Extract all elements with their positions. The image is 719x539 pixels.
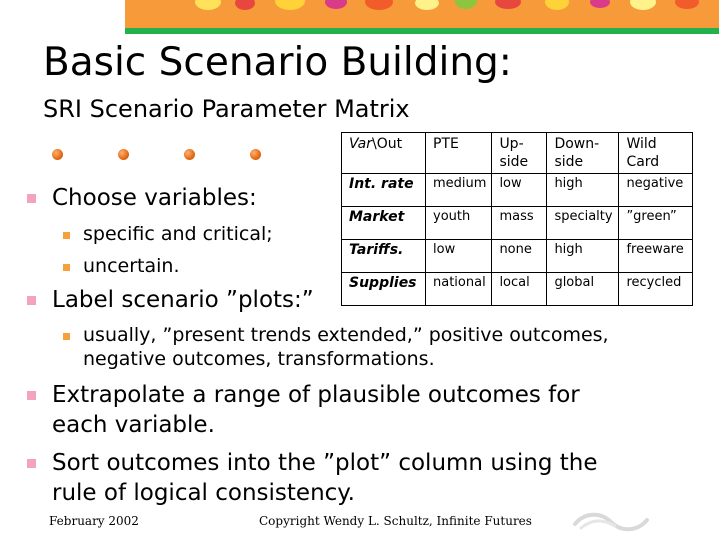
banner-flower-9 (545, 0, 569, 10)
table-cell: none (492, 240, 547, 273)
table-cell: national (426, 273, 492, 306)
table-cell: youth (426, 207, 492, 240)
table-cell: low (492, 174, 547, 207)
table-cell: mass (492, 207, 547, 240)
dot-icon (52, 149, 63, 160)
sub-bullet-plots-line2: negative outcomes, transformations. (83, 348, 435, 370)
bullet-choose-variables: Choose variables: (52, 185, 257, 211)
sub-bullet-square-icon (63, 232, 70, 239)
dot-icon (184, 149, 195, 160)
table-row (342, 240, 693, 273)
header-pte: PTE (426, 133, 492, 174)
header-downside-1: Down- (554, 136, 600, 152)
banner-flower-1 (195, 0, 221, 10)
header-wildcard-1: Wild (626, 136, 657, 152)
row-label: Tariffs. (342, 240, 426, 273)
dot-icon (118, 149, 129, 160)
sub-bullet-uncertain: uncertain. (83, 255, 180, 277)
table-cell: high (547, 174, 619, 207)
slide-subtitle: SRI Scenario Parameter Matrix (43, 95, 410, 123)
row-label: Supplies (342, 273, 426, 306)
bullet-label-plots: Label scenario ”plots:” (52, 287, 314, 313)
bullet-extrapolate-line2: each variable. (52, 412, 215, 438)
banner-left-blank (0, 0, 125, 34)
table-cell: freeware (619, 240, 693, 273)
banner-flower-7 (455, 0, 477, 9)
banner-flower-5 (365, 0, 393, 10)
header-downside-2: side (554, 154, 584, 170)
row-label: Int. rate (342, 174, 426, 207)
banner-green-line (125, 28, 719, 34)
header-downside (547, 133, 619, 174)
corner-var: Var (349, 136, 373, 152)
sub-bullet-specific-critical: specific and critical; (83, 223, 273, 245)
matrix-header-row (342, 133, 693, 174)
table-cell: high (547, 240, 619, 273)
matrix-corner-cell (342, 133, 426, 174)
table-row (342, 273, 693, 306)
table-cell: local (492, 273, 547, 306)
table-cell: ”green” (619, 207, 693, 240)
table-cell: global (547, 273, 619, 306)
sub-bullet-plots-line1: usually, ”present trends extended,” positive outcomes, (83, 324, 609, 346)
table-row (342, 207, 693, 240)
banner-flower-12 (675, 0, 699, 9)
header-wildcard (619, 133, 693, 174)
banner-flower-6 (415, 0, 439, 10)
footer-date: February 2002 (49, 514, 139, 528)
slide-title: Basic Scenario Building: (43, 40, 512, 85)
corner-out: Out (376, 136, 403, 152)
sub-bullet-square-icon (63, 264, 70, 271)
bullet-square-icon (27, 296, 36, 305)
sub-bullet-square-icon (63, 333, 70, 340)
bullet-sort-line2: rule of logical consistency. (52, 480, 355, 506)
infinite-futures-logo-icon (571, 508, 651, 534)
table-cell: low (426, 240, 492, 273)
bullet-sort-line1: Sort outcomes into the ”plot” column using the (52, 450, 598, 476)
bullet-square-icon (27, 391, 36, 400)
banner-flower-4 (325, 0, 347, 9)
bullet-extrapolate-line1: Extrapolate a range of plausible outcomes for (52, 382, 580, 408)
scenario-parameter-matrix (341, 132, 693, 306)
banner-flower-10 (590, 0, 610, 8)
row-label: Market (342, 207, 426, 240)
top-banner (0, 0, 719, 34)
banner-flower-8 (495, 0, 521, 9)
table-row (342, 174, 693, 207)
banner-flower-3 (275, 0, 305, 10)
table-cell: specialty (547, 207, 619, 240)
banner-flower-11 (630, 0, 656, 10)
corner-sep: \ (372, 136, 377, 152)
banner-flower-strip (125, 0, 719, 28)
decorative-dots (52, 149, 267, 161)
bullet-square-icon (27, 194, 36, 203)
header-upside-2: side (499, 154, 529, 170)
header-wildcard-2: Card (626, 154, 660, 170)
table-cell: negative (619, 174, 693, 207)
footer-copyright: Copyright Wendy L. Schultz, Infinite Futures (259, 514, 532, 528)
header-upside (492, 133, 547, 174)
bullet-square-icon (27, 459, 36, 468)
table-cell: recycled (619, 273, 693, 306)
banner-flower-2 (235, 0, 255, 10)
table-cell: medium (426, 174, 492, 207)
header-upside-1: Up- (499, 136, 524, 152)
dot-icon (250, 149, 261, 160)
